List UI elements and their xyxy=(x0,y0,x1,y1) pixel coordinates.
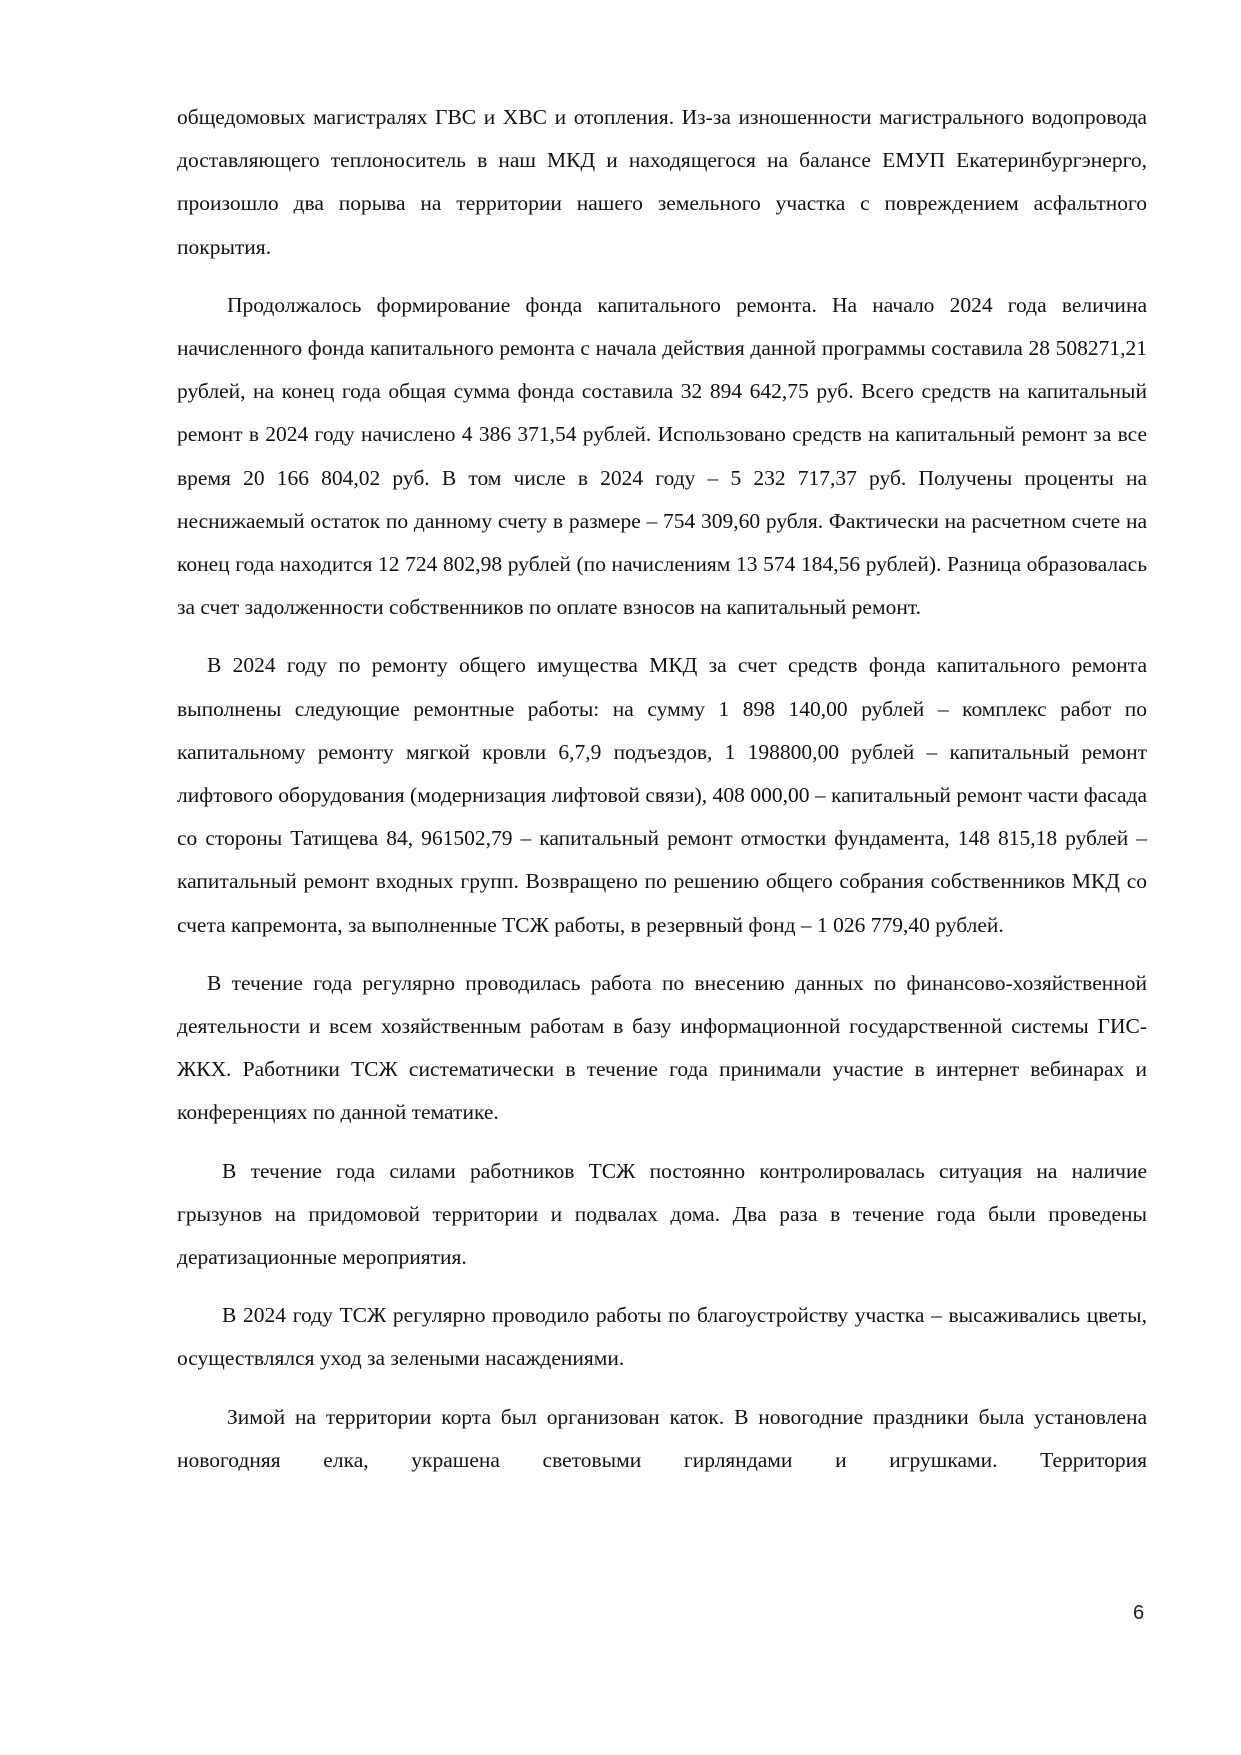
paragraph-capital-repair-fund: Продолжалось формирование фонда капитального ремонта. На начало 2024 года величина начисленного фонда капитального ремонта с начала действия данной программы составила 28 508271,21 рублей, на конец года общая сумма фонда составила 32 894 642,75 руб. Всего средств на капитальный ремонт в 2024 году начислено 4 386 371,54 рублей. Использовано средств на капитальный ремонт за все время 20 166 804,02 руб. В том числе в 2024 году – 5 232 717,37 руб. Получены проценты на неснижаемый остаток по данному счету в размере – 754 309,60 рубля. Фактически на расчетном счете на конец года находится 12 724 802,98 рублей (по начислениям 13 574 184,56 рублей). Разница образовалась за счет задолженности собственников по оплате взносов на капитальный ремонт. xyxy=(177,292,1147,620)
paragraph-pipe-bursts: общедомовых магистралях ГВС и ХВС и отопления. Из-за изношенности магистрального водопровода доставляющего теплоноситель в наш МКД и находящегося на балансе ЕМУП Екатеринбургэнерго, произошло два порыва на территории нашего земельного участка с повреждением асфальтного покрытия. xyxy=(177,105,1147,259)
paragraph-rodent-control: В течение года силами работников ТСЖ постоянно контролировалась ситуация на наличие грызунов на придомовой территории и подвалах дома. Два раза в течение года были проведены дератизационные мероприятия. xyxy=(177,1158,1147,1270)
document-body xyxy=(177,96,1147,1482)
paragraph-repair-works-2024: В 2024 году по ремонту общего имущества МКД за счет средств фонда капитального ремонта выполнены следующие ремонтные работы: на сумму 1 898 140,00 рублей – комплекс работ по капитальному ремонту мягкой кровли 6,7,9 подъездов, 1 198800,00 рублей – капитальный ремонт лифтового оборудования (модернизация лифтовой связи), 408 000,00 – капитальный ремонт части фасада со стороны Татищева 84, 961502,79 – капитальный ремонт отмостки фундамента, 148 815,18 рублей – капитальный ремонт входных групп. Возвращено по решению общего собрания собственников МКД со счета капремонта, за выполненные ТСЖ работы, в резервный фонд – 1 026 779,40 рублей. xyxy=(177,653,1147,937)
paragraph-landscaping: В 2024 году ТСЖ регулярно проводило работы по благоустройству участка – высаживались цветы, осуществлялся уход за зелеными насаждениями. xyxy=(177,1303,1147,1371)
paragraph-winter-rink: Зимой на территории корта был организован каток. В новогодние праздники была установлена новогодняя елка, украшена световыми гирляндами и игрушками. Территория xyxy=(177,1404,1147,1472)
page-number: 6 xyxy=(1133,1602,1145,1624)
paragraph-gis-zhkh: В течение года регулярно проводилась работа по внесению данных по финансово-хозяйственной деятельности и всем хозяйственным работам в базу информационной государственной системы ГИС-ЖКХ. Работники ТСЖ систематически в течение года принимали участие в интернет вебинарах и конференциях по данной тематике. xyxy=(177,970,1147,1125)
